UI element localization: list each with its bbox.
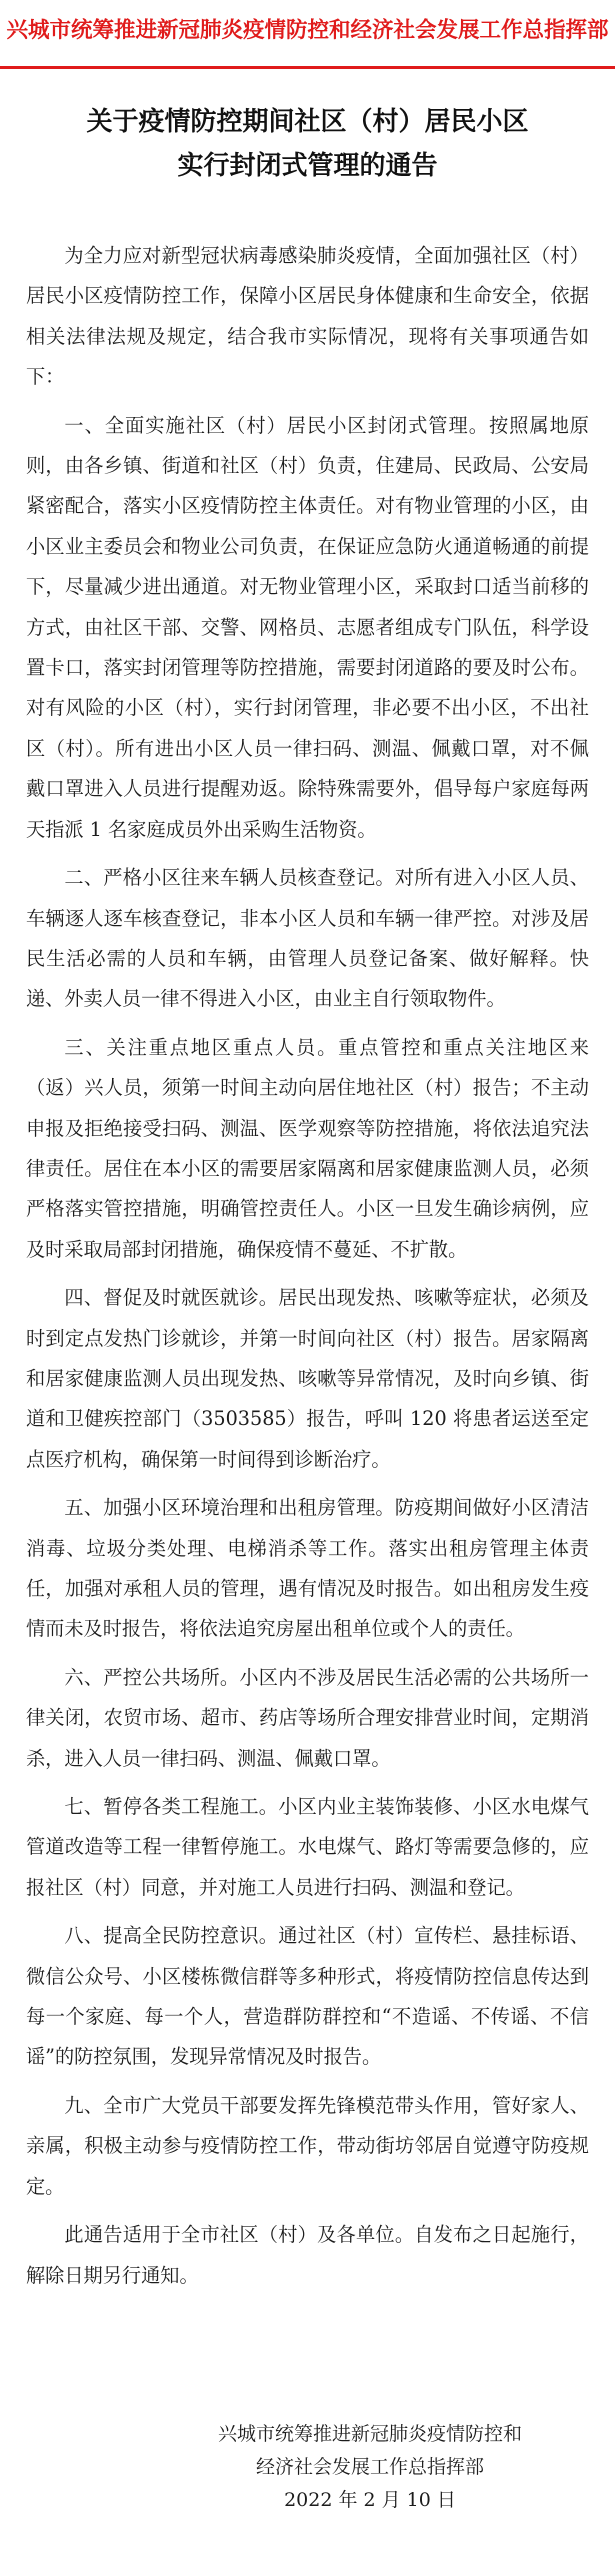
issuing-authority-header: 兴城市统筹推进新冠肺炎疫情防控和经济社会发展工作总指挥部	[6, 17, 609, 43]
paragraph-item-9: 九、全市广大党员干部要发挥先锋模范带头作用，管好家人、亲属，积极主动参与疫情防控工作，带动街坊邻居自觉遵守防疫规定。	[26, 2093, 589, 2198]
signature-block	[160, 2418, 580, 2517]
notice-title	[0, 100, 615, 188]
paragraph-item-3: 三、关注重点地区重点人员。重点管控和重点关注地区来（返）兴人员，须第一时间主动向居住地社区（村）报告；不主动申报及拒绝接受扫码、测温、医学观察等防控措施，将依法追究法律责任。居住在本小区的需要居家隔离和居家健康监测人员，必须严格落实管控措施，明确管控责任人。小区一旦发生确诊病例，应及时采取局部封闭措施，确保疫情不蔓延、不扩散。	[26, 1035, 589, 1261]
paragraph-item-7: 七、暂停各类工程施工。小区内业主装饰装修、小区水电煤气管道改造等工程一律暂停施工。水电煤气、路灯等需要急修的，应报社区（村）同意，并对施工人员进行扫码、测温和登记。	[26, 1795, 589, 1899]
paragraph-closing: 此通告适用于全市社区（村）及各单位。自发布之日起施行，解除日期另行通知。	[26, 2223, 589, 2287]
paragraph-item-8: 八、提高全民防控意识。通过社区（村）宣传栏、悬挂标语、微信公众号、小区楼栋微信群等多种形式，将疫情防控信息传达到每一个家庭、每一个人，营造群防群控和“不造谣、不传谣、不信谣”的防控氛围，发现异常情况及时报告。	[26, 1924, 589, 2069]
signature-line-1: 兴城市统筹推进新冠肺炎疫情防控和	[217, 2423, 522, 2445]
paragraph-item-1: 一、全面实施社区（村）居民小区封闭式管理。按照属地原则，由各乡镇、街道和社区（村）负责，住建局、民政局、公安局紧密配合，落实小区疫情防控主体责任。对有物业管理的小区，由小区业主委员会和物业公司负责，在保证应急防火通道畅通的前提下，尽量减少进出通道。对无物业管理小区，采取封口适当前移的方式，由社区干部、交警、网格员、志愿者组成专门队伍，科学设置卡口，落实封闭管理等防控措施，需要封闭道路的要及时公布。对有风险的小区（村），实行封闭管理，非必要不出小区，不出社区（村）。所有进出小区人员一律扫码、测温、佩戴口罩，对不佩戴口罩进入人员进行提醒劝返。除特殊需要外，倡导每户家庭每两天指派 1 名家庭成员外出采购生活物资。	[26, 413, 589, 841]
paragraph-item-2: 二、严格小区往来车辆人员核查登记。对所有进入小区人员、车辆逐人逐车核查登记，非本小区人员和车辆一律严控。对涉及居民生活必需的人员和车辆，由管理人员登记备案、做好解释。快递、外卖人员一律不得进入小区，由业主自行领取物件。	[26, 866, 589, 1011]
paragraph-item-4: 四、督促及时就医就诊。居民出现发热、咳嗽等症状，必须及时到定点发热门诊就诊，并第一时间向社区（村）报告。居家隔离和居家健康监测人员出现发热、咳嗽等异常情况，及时向乡镇、街道和卫健疾控部门（3503585）报告，呼叫 120 将患者运送至定点医疗机构，确保第一时间得到诊断治疗。	[26, 1286, 589, 1471]
paragraph-intro: 为全力应对新型冠状病毒感染肺炎疫情，全面加强社区（村）居民小区疫情防控工作，保障小区居民身体健康和生命安全，依据相关法律法规及规定，结合我市实际情况，现将有关事项通告如下：	[26, 244, 589, 389]
notice-body	[26, 236, 589, 2304]
signature-date: 2022 年 2 月 10 日	[284, 2489, 456, 2511]
header-red-rule	[0, 66, 615, 69]
paragraph-item-6: 六、严控公共场所。小区内不涉及居民生活必需的公共场所一律关闭，农贸市场、超市、药店等场所合理安排营业时间，定期消杀，进入人员一律扫码、测温、佩戴口罩。	[26, 1665, 589, 1770]
title-line-1: 关于疫情防控期间社区（村）居民小区	[86, 107, 529, 137]
document-header	[0, 0, 615, 56]
paragraph-item-5: 五、加强小区环境治理和出租房管理。防疫期间做好小区清洁消毒、垃圾分类处理、电梯消杀等工作。落实出租房管理主体责任，加强对承租人员的管理，遇有情况及时报告。如出租房发生疫情而未及时报告，将依法追究房屋出租单位或个人的责任。	[26, 1496, 589, 1641]
title-line-2: 实行封闭式管理的通告	[177, 151, 438, 181]
signature-line-2: 经济社会发展工作总指挥部	[255, 2456, 484, 2478]
